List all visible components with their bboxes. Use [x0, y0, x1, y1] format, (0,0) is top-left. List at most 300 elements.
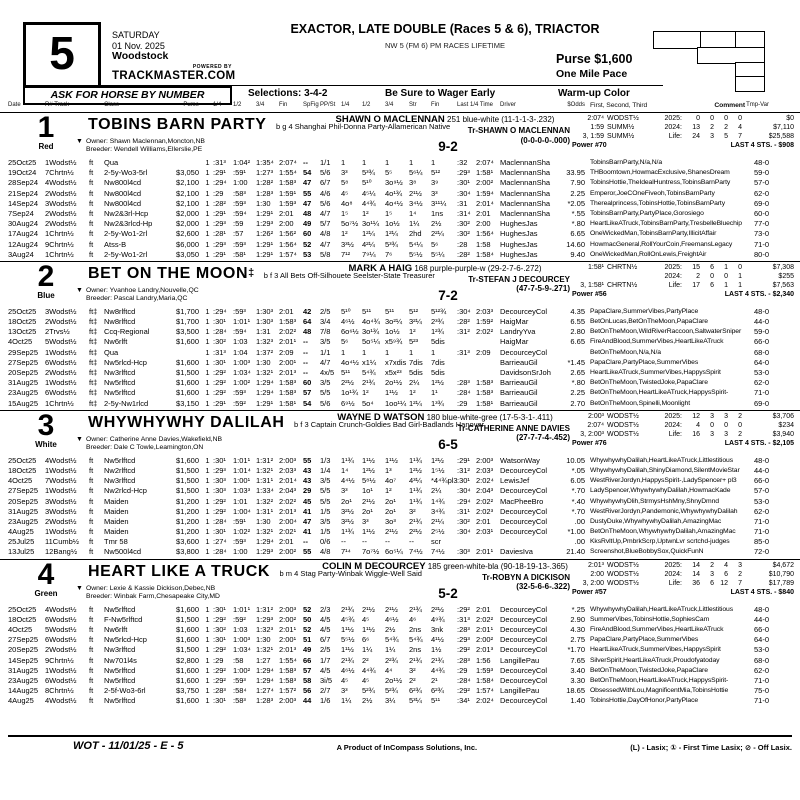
- cell-q1: :29²: [213, 614, 226, 624]
- stats-cell: 5: [724, 133, 728, 140]
- cell-c2: 4²¼: [362, 239, 375, 249]
- stats-cell: 36: [692, 579, 700, 587]
- cell-q2: :58³: [233, 188, 246, 198]
- cell-st: 2¹¾: [409, 604, 422, 614]
- horse-header: [0, 557, 800, 605]
- cell-purse: $1,700: [176, 306, 199, 316]
- cell-c1: 3³: [341, 486, 348, 496]
- cell-sp: 51: [303, 635, 312, 645]
- cell-tv: 44-0: [753, 317, 769, 327]
- cell-trk: 11Cumb½: [45, 537, 80, 547]
- cell-od: *.05: [571, 465, 585, 475]
- cell-od: 6.05: [570, 476, 585, 486]
- cell-lq: :30⁴: [457, 306, 471, 316]
- cell-c2: 3o¹¼: [362, 219, 380, 229]
- cell-pp: 1/1: [320, 347, 331, 357]
- cell-c1: 2o¹: [341, 496, 352, 506]
- cell-c2: 7o⁷½: [362, 547, 380, 557]
- cell-dr: MacPheeBro: [500, 496, 544, 506]
- cell-c1: 1¼: [341, 696, 352, 706]
- col-rtrack: R# Track: [45, 102, 70, 108]
- cell-pp: 2/7: [320, 686, 331, 696]
- cell-tm: 1:58⁴: [476, 249, 494, 259]
- driver-line: [280, 561, 610, 572]
- cell-od: 7.90: [570, 178, 585, 188]
- cell-trk: 5Wodst½: [45, 337, 77, 347]
- cell-tv: 71-0: [753, 696, 769, 706]
- cell-fst: WhywhywhyDlih,StrmysHshMny,ShnyDmnd: [590, 497, 719, 505]
- race-line: [8, 645, 800, 655]
- cell-dr: HughesJas: [500, 249, 538, 259]
- cell-st: 5⁵½: [409, 249, 423, 259]
- cell-q1: :29²: [213, 496, 226, 506]
- cell-q2: :59²: [233, 398, 246, 408]
- cell-pp: 3/5: [320, 378, 331, 388]
- race-number-box: [23, 22, 101, 88]
- stats-cell: $4,672: [772, 561, 794, 569]
- cell-cond: ft: [89, 455, 94, 465]
- cell-q3: 1:37²: [256, 347, 274, 357]
- cell-fn: 1ns: [431, 208, 444, 218]
- cell-ft: 2:01: [279, 208, 294, 218]
- cell-lq: :34¹: [457, 696, 470, 706]
- stats-cell: 1: [724, 281, 728, 289]
- cell-q2: 1:03⁴: [233, 368, 251, 377]
- cell-ft: 1:57²: [279, 686, 297, 696]
- cell-cond: ft: [89, 635, 94, 645]
- cell-c3: 4o¹¾: [385, 188, 403, 198]
- cell-od: *1.00: [567, 527, 585, 537]
- cell-od: 6.65: [570, 337, 585, 347]
- stats-cell: 12: [720, 579, 728, 587]
- cell-pp: 4/7: [320, 239, 331, 249]
- cell-date: 14Sep25: [8, 655, 39, 665]
- cell-date: 23Aug25: [8, 388, 39, 398]
- cell-c1: 1¹¾: [341, 527, 354, 537]
- cell-fn: 3nk: [431, 625, 444, 634]
- cell-tm: 2:01¹: [476, 625, 494, 634]
- cell-od: [557, 348, 587, 358]
- cell-mi: 1: [205, 696, 210, 706]
- cell-dr: MaclennanSha: [500, 198, 551, 208]
- cell-fn: 3⁴¾: [431, 506, 445, 516]
- footer-product-credit: A Product of InCompass Solutions, Inc.: [336, 743, 478, 752]
- cell-st: 2²: [409, 675, 416, 685]
- cell-mi: 1: [205, 168, 210, 178]
- cell-q1: :29³: [213, 239, 226, 249]
- cell-mi: 1: [205, 398, 210, 408]
- cell-q3: 1:27⁴: [256, 686, 274, 696]
- down-arrow-icon: ▼: [76, 584, 83, 592]
- morning-line-odds: 6-5: [438, 436, 458, 452]
- last4-earnings: LAST 4 STS. - $2,105: [724, 439, 794, 447]
- cell-lq: :30⁴: [457, 527, 471, 537]
- cell-date: 28Sep24: [8, 178, 39, 188]
- cell-c3: 1¹½: [385, 388, 398, 398]
- cell-c1: 4⁵: [341, 188, 349, 198]
- cell-purse: [166, 158, 202, 168]
- horse-saddle-color: Red: [38, 142, 54, 151]
- power-rating: Power #57: [572, 588, 607, 596]
- cell-dr: DaviesIva: [500, 547, 533, 557]
- cell-od: 6.55: [570, 317, 585, 327]
- cell-lq: :29⁴: [457, 496, 471, 506]
- cell-tm: 1:58¹: [476, 168, 494, 178]
- cell-st: 5⁴¾: [409, 635, 423, 645]
- cell-ft: 2:00¹: [279, 357, 297, 367]
- cell-cls: Nw5rlftcd: [104, 665, 136, 675]
- cell-st: 1⁴: [409, 208, 417, 218]
- cell-c3: 3o²¼: [385, 317, 403, 327]
- race-line: [8, 219, 800, 229]
- cell-q2: 1:00³: [233, 635, 251, 645]
- cell-od: *2.05: [567, 198, 585, 208]
- cell-tv: 44-0: [753, 614, 769, 624]
- cell-tv: 71-0: [753, 388, 769, 398]
- trainer-name: Tr-CATHERINE ANNE DAVIES: [457, 423, 570, 433]
- stats-cell: $7,308: [772, 263, 794, 271]
- owner-breeder-block: [76, 138, 205, 154]
- cell-c1: 5⁶: [341, 337, 349, 347]
- cell-pp: 5/7: [320, 219, 331, 229]
- cell-sp: 55: [303, 188, 312, 198]
- stats-cell: Life:: [668, 579, 682, 587]
- cell-cls: Nw5rlftcd: [104, 455, 136, 465]
- cell-mi: 1: [205, 625, 210, 634]
- cell-cls: Maiden: [104, 516, 129, 526]
- cell-c3: 1o½: [385, 219, 400, 229]
- cell-lq: :29³: [457, 168, 470, 178]
- cell-cond: ft: [89, 686, 94, 696]
- cell-trk: 5Wodst½: [45, 625, 77, 634]
- cell-date: 21Sep24: [8, 188, 39, 198]
- cell-q2: 1:00¹: [233, 476, 251, 486]
- cell-purse: $1,600: [176, 675, 199, 685]
- cell-c3: 1: [385, 158, 390, 167]
- col-fst-label: First, Second, Third: [590, 102, 648, 109]
- cell-cls: Nw8rlftcd: [104, 306, 136, 316]
- cell-dr: DecourceyCol: [500, 486, 548, 496]
- stats-cell: 6: [710, 579, 714, 587]
- cell-cond: ft: [89, 537, 94, 547]
- cell-c1: 4⁴½: [341, 476, 355, 486]
- stats-cell: WODST½: [607, 430, 639, 438]
- program-number-block: [14, 557, 78, 598]
- cell-cls: Nw5rlftcd: [104, 696, 136, 706]
- cell-fst: OneWickedMan,RollOnLewis,FreightAir: [590, 250, 707, 258]
- cell-c3: 2o¹½: [385, 675, 403, 685]
- down-arrow-icon: ▼: [76, 138, 83, 145]
- cell-tv: 48-0: [753, 306, 769, 316]
- cell-purse: $1,600: [176, 378, 199, 388]
- cell-cls: Nw2&3rl-Hcp: [104, 208, 149, 218]
- cell-c3: 5⁴¾: [385, 635, 399, 645]
- cell-q3: 1:32¹: [256, 527, 274, 537]
- cell-c3: 4o⁴½: [385, 198, 403, 208]
- cell-fst: DustyDuke,WhywhywhyDalilah,AmazingMac: [590, 517, 722, 525]
- cell-tv: 66-0: [753, 625, 769, 634]
- cell-cond: ft: [89, 249, 94, 259]
- cell-c1: 4o⁸: [341, 198, 353, 208]
- cell-date: 27Sep25: [8, 635, 39, 645]
- cell-st: 5¹²: [409, 306, 419, 316]
- cell-mi: 1: [205, 306, 210, 316]
- stats-cell: 3: [710, 133, 714, 140]
- cell-fn: 1⁴¾: [431, 496, 445, 506]
- cell-pp: 1/7: [320, 655, 331, 665]
- stats-cell: 13: [692, 124, 700, 131]
- cell-cls: Atss-B: [104, 239, 127, 249]
- cell-dr: [500, 537, 557, 547]
- cell-q3: 1:31¹: [256, 506, 274, 516]
- cell-purse: $1,700: [176, 317, 199, 327]
- warmup-color-label: Warm-up Color: [558, 88, 630, 99]
- cell-fn: 1²½: [431, 455, 444, 465]
- cell-q2: :59³: [233, 239, 246, 249]
- cell-fn: *4⁴¾pl3: [431, 476, 458, 486]
- cell-cond: ft‡: [89, 388, 98, 398]
- cell-mi: 1: [205, 357, 210, 367]
- col-date: Date: [8, 102, 21, 108]
- cell-date: 25Oct25: [8, 604, 37, 614]
- cell-c3: 1oo¹¼: [385, 398, 407, 408]
- col-tmpvar: Tmp-Var: [746, 102, 769, 108]
- cell-od: [557, 158, 587, 168]
- cell-tm: 1:58³: [476, 388, 494, 398]
- col-c3: 3/4: [385, 102, 394, 108]
- cell-fn: 7⁴½: [431, 547, 445, 557]
- cell-pp: 3/5: [320, 337, 331, 347]
- cell-c1: 2¹¾: [341, 655, 354, 665]
- cell-q3: 1:29⁴: [256, 388, 274, 398]
- cell-lq: :29³: [457, 635, 470, 645]
- cell-q3: 1:29¹: [256, 239, 274, 249]
- cell-fn: 5dis: [431, 337, 445, 347]
- cell-fn: 1¹: [431, 388, 438, 398]
- cell-trk: 3Wodst½: [45, 198, 77, 208]
- cell-q3: 1:29³: [256, 547, 274, 557]
- cell-mi: 1: [205, 465, 210, 475]
- cell-date: 14Sep24: [8, 198, 39, 208]
- race-line: [8, 456, 800, 466]
- cell-q3: 1:29³: [256, 219, 274, 229]
- cell-q2: :59³: [233, 388, 246, 398]
- cell-ft: 1:55⁴: [279, 655, 297, 665]
- cell-od: *.25: [571, 604, 585, 614]
- stats-cell: 2025:: [664, 412, 682, 420]
- cell-mi: 1: [205, 516, 210, 526]
- cell-fn: 1: [431, 158, 436, 167]
- cell-purse: $1,600: [176, 625, 199, 634]
- cell-fst: BetOnTheMoon,Spinelli,Moonlight: [590, 399, 691, 407]
- stats-cell: 2024:: [664, 272, 682, 280]
- cell-q2: 1:03³: [233, 486, 251, 496]
- cell-q2: 1:00²: [233, 665, 251, 675]
- cell-cond: ft: [89, 604, 94, 614]
- cell-cls: Nw2rlftcd: [104, 465, 136, 475]
- stats-row: [572, 281, 794, 290]
- cell-tv: 68-0: [753, 347, 769, 357]
- horse-saddle-color: Blue: [37, 290, 55, 300]
- cell-cond: ft: [89, 665, 94, 675]
- race-line: [8, 189, 800, 199]
- stats-cell: 3: [724, 412, 728, 420]
- cell-cls: Nw8rlftcd: [104, 317, 136, 327]
- cell-q3: 1:27: [256, 655, 271, 665]
- footer-lasix-legend: (L) - Lasix; ① - First Time Lasix; ⊘ - Off Lasix.: [630, 743, 792, 752]
- cell-lq: :28³: [457, 378, 470, 388]
- cell-tv: 73-0: [753, 229, 769, 239]
- race-line: [8, 348, 800, 358]
- cell-tv: 66-0: [753, 337, 769, 347]
- cell-lq: :29²: [457, 645, 470, 655]
- cell-pp: 1/1: [320, 158, 331, 167]
- cell-od: 2.75: [570, 635, 585, 645]
- cell-date: 23Aug25: [8, 675, 39, 685]
- cell-q2: 1:03: [233, 625, 248, 634]
- cell-cond: ft: [89, 168, 94, 178]
- cell-tv: 72-0: [753, 547, 769, 557]
- cell-pp: 1/3: [320, 455, 331, 465]
- cell-fst: BetOnTheMoon,WildRiverRaccoon,SaltwaterSniper: [590, 328, 742, 336]
- stats-cell: WODST½: [607, 421, 639, 429]
- trainer-record: (27-7-7-4-.452): [516, 433, 570, 443]
- cell-c2: 4⁵¼: [362, 188, 376, 198]
- cell-lq: [457, 537, 476, 547]
- cell-q3: 1:29⁴: [256, 537, 274, 547]
- race-line: [8, 676, 800, 686]
- cell-pp: 3/4: [320, 317, 331, 327]
- power-row: [572, 142, 794, 149]
- cell-pp: 2/5: [320, 645, 331, 655]
- cell-fst: KksRvltUp,PmbrkScrp,UptwnLvr scrtchd-judges: [590, 538, 730, 546]
- cell-q2: 1:00: [233, 547, 248, 557]
- cell-ft: 1:58³: [279, 378, 297, 388]
- driver-name: SHAWN O MACLENNAN: [335, 114, 445, 125]
- cell-lq: [457, 368, 476, 378]
- cell-fst: TobinsBarnParty,PartyPlace,Gorosiego: [590, 209, 704, 217]
- cell-mi: 1: [205, 537, 210, 547]
- cell-cls: Nw800l4cd: [104, 198, 142, 208]
- cell-fn: 1²¾: [431, 327, 444, 337]
- cell-cond: ft‡: [89, 327, 98, 337]
- cell-dr: HaigMar: [500, 317, 529, 327]
- cell-date: 31Aug25: [8, 665, 39, 675]
- cell-trk: 1Chrtn½: [45, 398, 74, 408]
- cell-q2: :57: [233, 229, 244, 239]
- cell-c3: 6o⁵¼: [385, 547, 403, 557]
- cell-lq: :28²: [457, 249, 470, 259]
- cell-cond: ft: [89, 486, 94, 496]
- cell-fn: 4⁴¾: [431, 665, 445, 675]
- cell-c3: 2½: [385, 625, 396, 634]
- cell-ft: 2:01¹: [279, 337, 297, 347]
- cell-pp: 4/5: [320, 614, 331, 624]
- powered-by-label: POWERED BY: [192, 64, 232, 70]
- race-line: [8, 209, 800, 219]
- cell-st: 7⁴½: [409, 547, 423, 557]
- cell-dr: HaigMar: [500, 337, 529, 347]
- cell-ft: 2:00⁴: [279, 516, 297, 526]
- cell-q3: 1:29¹: [256, 249, 274, 259]
- owner: Owner: Shawn Maclennan,Moncton,NB: [85, 138, 205, 145]
- race-line: [8, 240, 800, 250]
- cell-pp: 6/7: [320, 635, 331, 645]
- horse-stats: [572, 263, 794, 290]
- cell-q2: 1:01⁴: [233, 465, 251, 475]
- cell-st: 2²½: [409, 527, 422, 537]
- cell-q3: 1:30: [256, 516, 271, 526]
- cell-lq: :30⁴: [457, 486, 471, 496]
- cell-purse: $1,600: [176, 665, 199, 675]
- horse-name: WHYWHYWHY DALILAH: [88, 413, 285, 431]
- stats-row: [572, 421, 794, 430]
- stats-row: [572, 123, 794, 132]
- horse-saddle-color: White: [35, 439, 57, 449]
- cell-fn: 2²½: [431, 604, 444, 614]
- cell-trk: 2Trvs½: [45, 327, 70, 337]
- cell-q1: :29²: [213, 378, 226, 388]
- cell-q2: 1:00²: [233, 378, 251, 388]
- cell-sp: 54: [303, 398, 312, 408]
- cell-mi: 1: [205, 219, 210, 229]
- cell-sp: 52: [303, 604, 312, 614]
- cell-st: 3²: [409, 665, 416, 675]
- cell-trk: 9Chrtn½: [45, 655, 74, 665]
- race-line: [8, 635, 800, 645]
- cell-c1: 5⁵½: [341, 635, 355, 645]
- cell-dr: BarrieauGil: [500, 378, 538, 388]
- cell-cls: Nw3rlftcd: [104, 645, 136, 655]
- cell-date: 25Oct25: [8, 455, 37, 465]
- cell-od: *1.45: [567, 357, 585, 367]
- cell-fst: HeartLikeATruck,TobinsBarnParty,TresbelleBluechip: [590, 220, 742, 228]
- cell-q1: :30¹: [213, 317, 226, 327]
- cell-cls: Ccq-Regional: [104, 327, 150, 337]
- driver-name: COLIN M DECOURCEY: [322, 560, 426, 572]
- cell-lq: :29¹: [457, 455, 470, 465]
- cell-q1: :30¹: [213, 604, 226, 614]
- cell-pp: 3/5: [320, 476, 331, 486]
- trainer-record: (0-0-0-0-.000): [520, 135, 570, 145]
- cell-dr: MaclennanSha: [500, 208, 551, 218]
- breeder: Breeder: Dale C Towle,Leamington,ON: [85, 443, 204, 451]
- cell-q1: :30³: [213, 486, 226, 496]
- stats-cell: Life:: [668, 281, 682, 289]
- cell-q1: :29³: [213, 219, 226, 229]
- cell-q3: 1:29⁴: [256, 378, 274, 388]
- cell-cond: ft‡: [89, 357, 98, 367]
- cell-tm: 2:02²: [476, 327, 494, 337]
- cell-c2: 4⁴¾: [362, 198, 376, 208]
- cell-st: 2¼: [409, 378, 420, 388]
- cell-c1: 4⁶½: [341, 665, 355, 675]
- cell-c1: 3³: [341, 686, 348, 696]
- cell-dr: DecourceyCol: [500, 625, 548, 634]
- cell-ft: 1:59³: [279, 198, 297, 208]
- col-q3: 3/4: [256, 102, 265, 108]
- cell-sp: 57: [303, 388, 312, 398]
- cell-cls: Nw5rlftcd: [104, 378, 136, 388]
- program-number-block: [14, 408, 78, 449]
- cell-st: 5⁴¼: [409, 239, 423, 249]
- cell-od: 4.35: [570, 306, 585, 316]
- cell-c1: 1¹¾: [341, 455, 354, 465]
- cell-cond: ft‡: [89, 347, 98, 357]
- cell-c1: --: [341, 537, 346, 547]
- cell-tm: 1:57⁴: [476, 686, 494, 696]
- cell-dr: DecourceyCol: [500, 696, 548, 706]
